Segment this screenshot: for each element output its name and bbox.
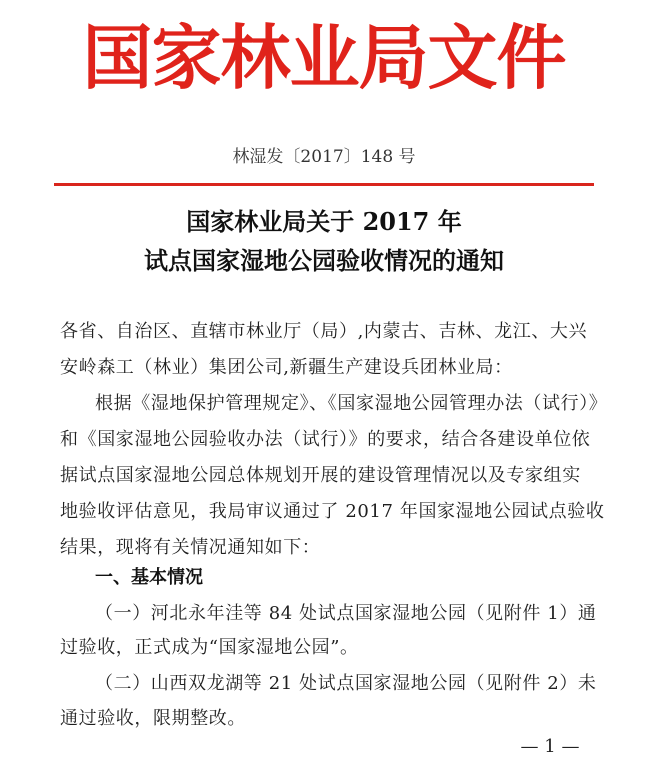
addressee-line-1: 各省、自治区、直辖市林业厅（局）,内蒙古、吉林、龙江、大兴 <box>60 321 588 342</box>
item-1-line-2: 过验收，正式成为“国家湿地公园”。 <box>60 637 359 658</box>
page-number: — 1 — <box>520 736 580 757</box>
paragraph-line-3: 据试点国家湿地公园总体规划开展的建设管理情况以及专家组实 <box>60 465 581 486</box>
paragraph-line-4: 地验收评估意见，我局审议通过了 2017 年国家湿地公园试点验收 <box>60 501 605 522</box>
paragraph-line-5: 结果，现将有关情况通知如下： <box>60 537 321 558</box>
paragraph-line-1: 根据《湿地保护管理规定》、《国家湿地公园管理办法（试行）》 <box>95 393 608 414</box>
item-1-line-1: （一）河北永年洼等 84 处试点国家湿地公园（见附件 1）通 <box>95 603 597 624</box>
paragraph-line-2: 和《国家湿地公园验收办法（试行）》的要求，结合各建设单位依 <box>60 429 591 450</box>
section-heading-basic-situation: 一、基本情况 <box>95 567 203 588</box>
red-divider-line <box>54 183 594 186</box>
document-header-title: 国家林业局文件 <box>82 17 566 99</box>
item-2-line-2: 通过验收，限期整改。 <box>60 708 246 729</box>
item-2-line-1: （二）山西双龙湖等 21 处试点国家湿地公园（见附件 2）未 <box>95 673 597 694</box>
notice-title-line-2: 试点国家湿地公园验收情况的通知 <box>144 246 504 275</box>
notice-title-line-1: 国家林业局关于 2017 年 <box>186 207 462 236</box>
document-number: 林湿发〔2017〕148 号 <box>232 147 416 167</box>
addressee-line-2: 安岭森工（林业）集团公司,新疆生产建设兵团林业局： <box>60 357 513 378</box>
